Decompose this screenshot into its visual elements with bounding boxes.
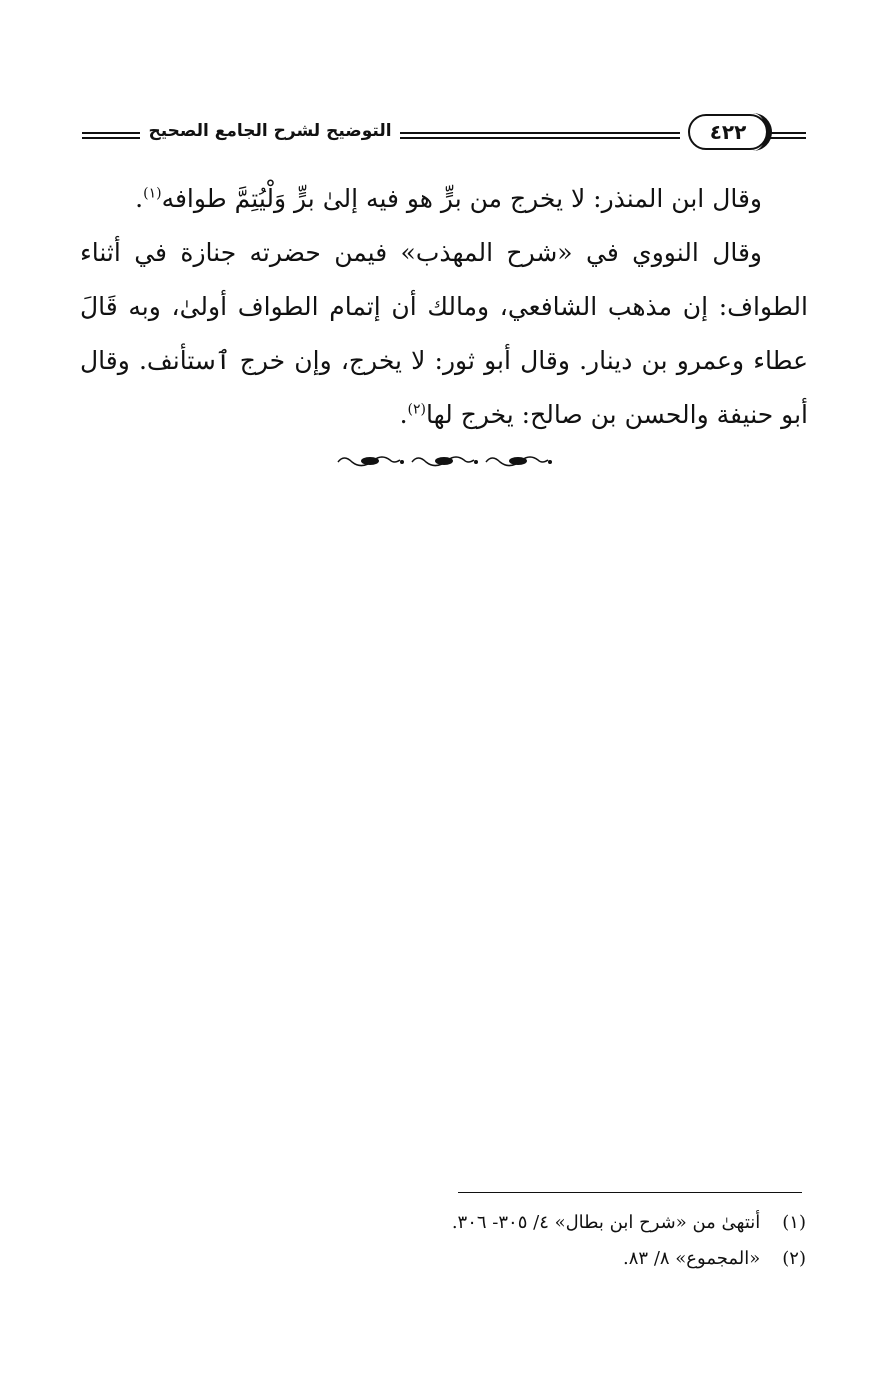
footnote-ref-2[interactable]: (٢) bbox=[407, 401, 426, 418]
page-number: ٤٢٢ bbox=[688, 114, 768, 150]
running-header bbox=[82, 112, 806, 158]
paragraph-1-text: وقال ابن المنذر: لا يخرج من برٍّ هو فيه إلىٰ برٍّ وَلْيُتِمَّ طوافه bbox=[161, 184, 762, 213]
footnote-2-number: (٢) bbox=[782, 1248, 806, 1269]
section-divider-ornament-icon bbox=[332, 448, 556, 476]
footnote-1-text: أنتهىٰ من «شرح ابن بطال» ٤/ ٣٠٥- ٣٠٦. bbox=[451, 1212, 761, 1233]
header-rule-middle bbox=[400, 132, 680, 139]
footnote-2-text: «المجموع» ٨/ ٨٣. bbox=[623, 1248, 761, 1269]
paragraph-1-end: . bbox=[135, 184, 144, 213]
footnote-1 bbox=[300, 1205, 806, 1241]
paragraph-2-text: وقال النووي في «شرح المهذب» فيمن حضرته جنازة في أثناء الطواف: إن مذهب الشافعي، ومالك أن إتمام الطواف أولىٰ، وبه قَالَ عطاء وعمرو بن دينار. وقال أبو ثور: لا يخرج، وإن خرج ٱستأنف. وقال أبو حنيفة والحسن بن صالح: يخرج لها bbox=[80, 238, 808, 429]
footnotes bbox=[300, 1205, 806, 1277]
footnote-ref-1[interactable]: (١) bbox=[143, 185, 162, 202]
footnote-2 bbox=[300, 1241, 806, 1277]
main-text bbox=[80, 172, 808, 442]
footnote-1-number: (١) bbox=[782, 1212, 806, 1233]
header-rule-left bbox=[82, 132, 140, 139]
footnote-separator bbox=[458, 1192, 802, 1193]
paragraph-1 bbox=[80, 172, 808, 226]
paragraph-2-end: . bbox=[399, 400, 408, 429]
header-rule-right bbox=[770, 132, 806, 139]
running-title: التوضيح لشرح الجامع الصحيح bbox=[148, 121, 392, 141]
paragraph-2 bbox=[80, 226, 808, 442]
